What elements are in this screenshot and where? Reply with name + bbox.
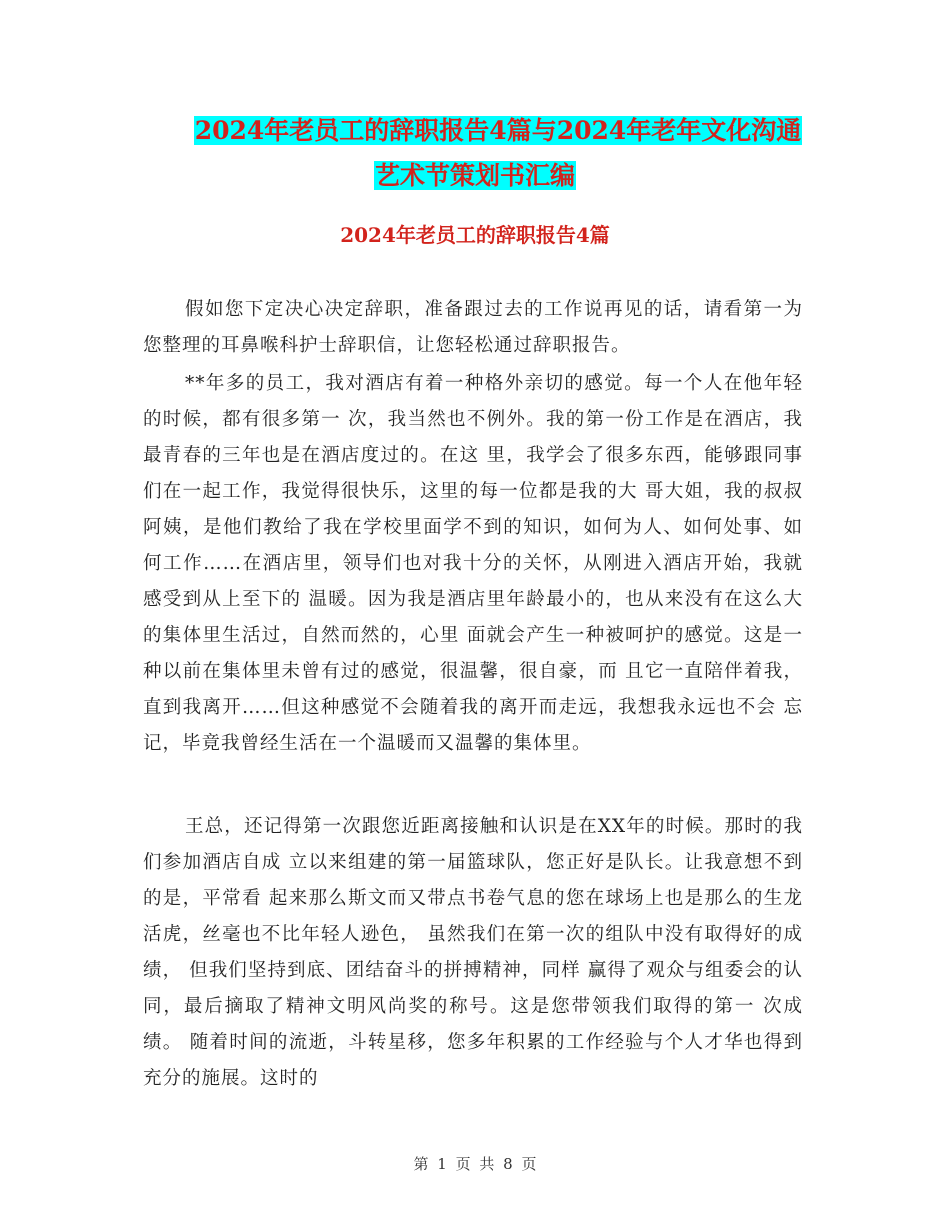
section-heading: 2024年老员工的辞职报告4篇: [340, 223, 610, 247]
paragraph-hotel-experience: **年多的员工，我对酒店有着一种格外亲切的感觉。每一个人在他年轻的时候，都有很多第一 次，我当然也不例外。我的第一份工作是在酒店，我最青春的三年也是在酒店度过的。在这 里，我学会了很多东西，能够跟同事们在一起工作，我觉得很快乐，这里的每一位都是我的大 哥大姐，我的叔叔阿姨，是他们教给了我在学校里面学不到的知识，如何为人、如何处事、如 何工作……在酒店里，领导们也对我十分的关怀，从刚进入酒店开始，我就感受到从上至下的 温暖。因为我是酒店里年龄最小的，也从来没有在这么大的集体里生活过，自然而然的，心里 面就会产生一种被呵护的感觉。这是一种以前在集体里未曾有过的感觉，很温馨，很自豪，而 且它一直陪伴着我，直到我离开……但这种感觉不会随着我的离开而走远，我想我永远也不会 忘记，毕竟我曾经生活在一个温暖而又温馨的集体里。: [143, 373, 803, 754]
paragraph-basketball-team: 王总，还记得第一次跟您近距离接触和认识是在XX年的时候。那时的我们参加酒店自成 立以来组建的第一届篮球队，您正好是队长。让我意想不到的是，平常看 起来那么斯文而又带点书卷气息的您在球场上也是那么的生龙活虎，丝毫也不比年轻人逊色， 虽然我们在第一次的组队中没有取得好的成绩， 但我们坚持到底、团结奋斗的拼搏精神，同样 赢得了观众与组委会的认同，最后摘取了精神文明风尚奖的称号。这是您带领我们取得的第一 次成绩。 随着时间的流逝，斗转星移，您多年积累的工作经验与个人才华也得到充分的施展。这时的: [143, 816, 803, 1089]
title-highlight-2: 艺术节策划书汇编: [374, 161, 575, 190]
document-title-line-1: [23, 110, 950, 152]
paragraph-intro: 假如您下定决心决定辞职，准备跟过去的工作说再见的话，请看第一为您整理的耳鼻喉科护士辞职信，让您轻松通过辞职报告。: [143, 299, 803, 356]
title-highlight-1: 2024年老员工的辞职报告4篇与2024年老年文化沟通: [194, 116, 802, 145]
document-title-line-2: [0, 155, 950, 197]
page-footer: 第 1 页 共 8 页: [413, 1155, 537, 1173]
